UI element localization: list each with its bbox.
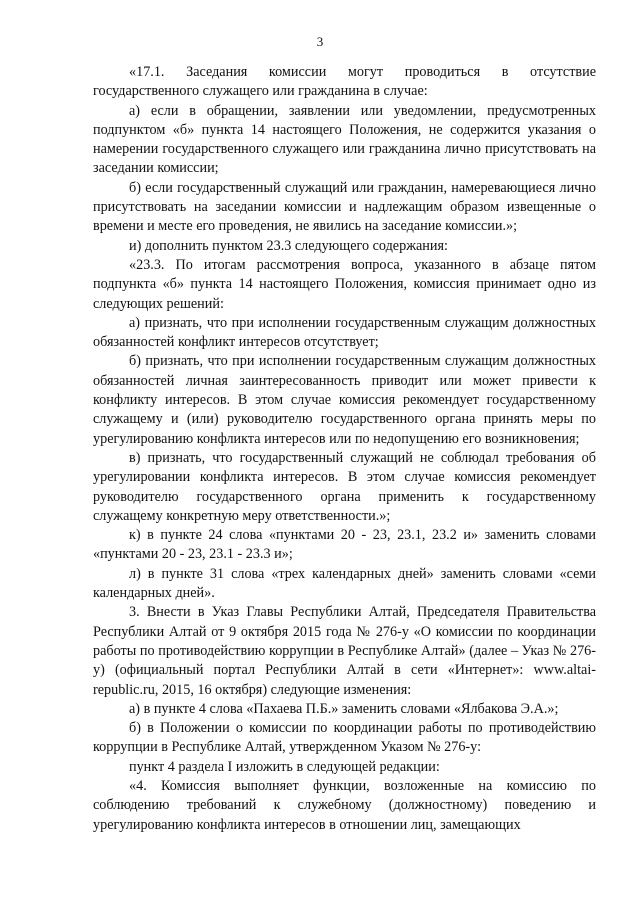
- paragraph-amend-i: и) дополнить пунктом 23.3 следующего содержания:: [129, 237, 448, 254]
- page-number: 3: [316, 34, 324, 49]
- paragraph-3-b: б) в Положении о комиссии по координации работы по противодействию коррупции в Республике Алтай, утвержденном Указом № 276-у:: [93, 720, 596, 756]
- document-body: [93, 63, 596, 835]
- paragraph-4-commission: «4. Комиссия выполняет функции, возложенные на комиссию по соблюдению требований к служебному (должностному) поведению и урегулированию конфликта интересов в отношении лиц, замещающих: [93, 777, 596, 833]
- paragraph-23-3-v: в) признать, что государственный служащий не соблюдал требования об урегулировании конфликта интересов. В этом случае комиссия рекомендует руководителю государственного органа применить к государственному служащему конкретную меру ответственности.»;: [93, 449, 596, 524]
- paragraph-3: 3. Внести в Указ Главы Республики Алтай, Председателя Правительства Республики Алтай от 9 октября 2015 года № 276-у «О комиссии по координации работы по противодействию коррупции в Республике Алтай» (далее – Указ № 276-у) (официальный портал Республики Алтай в сети «Интернет»: www.altai-republic.ru, 2015, 16 октября) следующие изменения:: [93, 604, 596, 698]
- paragraph-23-3-a: а) признать, что при исполнении государственным служащим должностных обязанностей конфликт интересов отсутствует;: [93, 314, 596, 351]
- paragraph-23-3: «23.3. По итогам рассмотрения вопроса, указанного в абзаце пятом подпункта «б» пункта 14 настоящего Положения, комиссия принимает одно из следующих решений:: [93, 256, 596, 312]
- paragraph-3-a: а) в пункте 4 слова «Пахаева П.Б.» заменить словами «Ялбакова Э.А.»;: [129, 700, 559, 717]
- paragraph-17-1: «17.1. Заседания комиссии могут проводиться в отсутствие государственного служащего или гражданина в случае:: [93, 64, 596, 100]
- paragraph-17-1-b: б) если государственный служащий или гражданин, намеревающиеся лично присутствовать на заседании комиссии и надлежащим образом извещенные о времени и месте его проведения, не явились на заседание комиссии.»;: [93, 179, 596, 235]
- paragraph-amend-k: к) в пункте 24 слова «пунктами 20 - 23, 23.1, 23.2 и» заменить словами «пунктами 20 - 23, 23.1 - 23.3 и»;: [93, 527, 596, 563]
- paragraph-23-3-b: б) признать, что при исполнении государственным служащим должностных обязанностей личная заинтересованность приводит или может привести к конфликту интересов. В этом случае комиссия рекомендует государственному служащему и (или) руководителю государственного органа принять меры по урегулированию конфликта интересов или по недопущению его возникновения;: [93, 353, 596, 447]
- paragraph-17-1-a: а) если в обращении, заявлении или уведомлении, предусмотренных подпунктом «б» пункта 14 настоящего Положения, не содержится указания о намерении государственного служащего или гражданина лично присутствовать на заседании комиссии;: [93, 102, 596, 177]
- paragraph-point-4: пункт 4 раздела I изложить в следующей редакции:: [129, 758, 440, 775]
- paragraph-amend-l: л) в пункте 31 слова «трех календарных дней» заменить словами «семи календарных дней».: [93, 565, 596, 602]
